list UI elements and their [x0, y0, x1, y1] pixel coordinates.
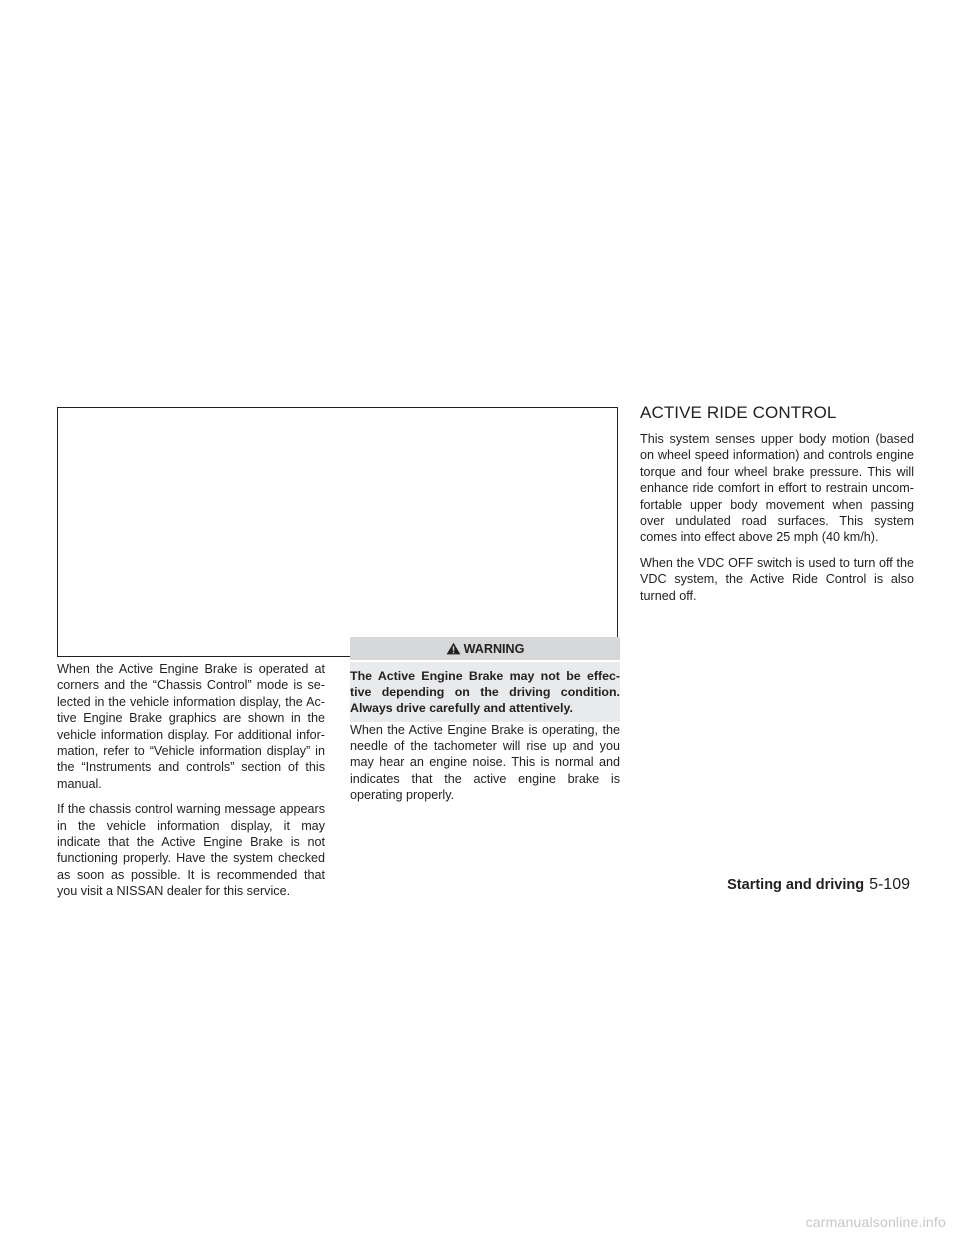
column-left	[57, 661, 325, 909]
watermark: carmanualsonline.info	[805, 1214, 946, 1230]
column-middle	[350, 637, 620, 813]
paragraph-ride-control-description: This system senses upper body motion (based on wheel speed information) and controls engine torque and four wheel brake pressure. This will enhance ride comfort in effort to restrain uncom-fortable upper body movement when passing over undulated road surfaces. This system comes into effect above 25 mph (40 km/h).	[640, 432, 914, 545]
chapter-name: Starting and driving	[727, 877, 865, 893]
page-number: 5-109	[869, 876, 910, 893]
column-right	[640, 403, 914, 613]
warning-text: The Active Engine Brake may not be effec-tive depending on the driving condition. Always drive carefully and attentively.	[350, 662, 620, 722]
paragraph-engine-brake-display: When the Active Engine Brake is operated at corners and the “Chassis Control” mode is se-lected in the vehicle information display, the Ac-tive Engine Brake graphics are shown in the vehicle information display. For additional infor-mation, refer to “Vehicle information display” in the “Instruments and controls” section of this manual.	[57, 662, 325, 791]
paragraph-vdc-off: When the VDC OFF switch is used to turn off the VDC system, the Active Ride Control is also turned off.	[640, 555, 914, 603]
paragraph-chassis-warning: If the chassis control warning message appears in the vehicle information display, it may indicate that the Active Engine Brake is not functioning properly. Have the system checked as soon as possible. It is recommended that you visit a NISSAN dealer for this service.	[57, 802, 325, 899]
figure-frame	[57, 407, 618, 657]
section-title: ACTIVE RIDE CONTROL	[640, 403, 837, 422]
page-footer	[727, 876, 910, 894]
warning-triangle-icon	[446, 642, 461, 655]
warning-title: WARNING	[463, 641, 525, 656]
warning-header	[350, 637, 620, 660]
paragraph-tachometer: When the Active Engine Brake is operating, the needle of the tachometer will rise up and you may hear an engine noise. This is normal and indicates that the active engine brake is operating properly.	[350, 722, 620, 803]
